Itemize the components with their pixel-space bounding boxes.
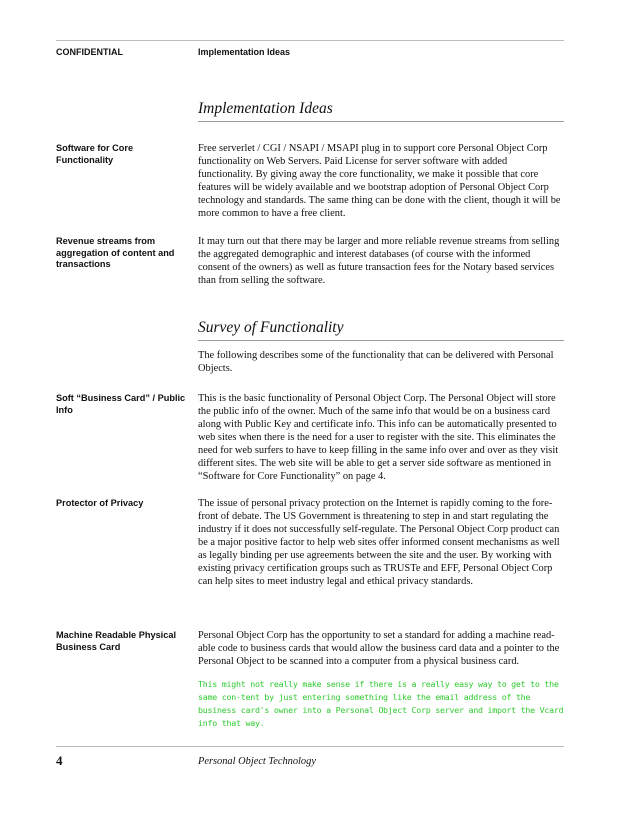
paragraph-revenue: It may turn out that there may be larger and more reliable revenue streams from selling the aggregated demographic and interest databases (of course with the informed consent of the owners) as well as future transaction fees for the Notary based services than from selling the software.: [198, 236, 560, 286]
page-number: 4: [56, 753, 63, 768]
section-title-implementation: Implementation Ideas: [198, 100, 333, 117]
paragraph-business-card: This is the basic functionality of Personal Object Corp. The Personal Object will store the public info of the owner. Much of the same info that would be on a business card along with Public Key and certificate info. This info can be automatically presented to web sites when there is the need for a user to register with the site. This eliminates the need for web surfers to have to keep filling in the same info over and over as they visit different sites. The web site will be able to get a server side software as mentioned in “Software for Core Functionality” on page 4.: [198, 393, 559, 482]
paragraph-software: Free serverlet / CGI / NSAPI / MSAPI plug in to support core Personal Object Corp functionality on Web Servers. Paid License for server software with added functionality. By giving away the core functionality, we make it possible that core features will be widely available and we bootstrap adoption of Personal Object Corp technology and standards. The same thing can be done with the client, though it will be more common to have a free client.: [198, 143, 561, 219]
header-rule: [56, 40, 564, 41]
side-heading-revenue: Revenue streams from aggregation of content and transactions: [56, 236, 175, 269]
section-rule: [198, 340, 564, 341]
footer-book-title: Personal Object Technology: [198, 756, 316, 767]
paragraph-privacy: The issue of personal privacy protection on the Internet is rapidly coming to the fore-front of debate. The US Government is threatening to step in and start regulating the industry if it does not successfully self-regulate. The Personal Object Corp product can be a major positive factor to help web sites offer informed consent mechanisms as well as legally binding per use agreements between the site and the user. By working with existing privacy certification groups such as TRUSTe and EFF, Personal Object Corp can help sites to meet industry legal and ethical privacy standards.: [198, 498, 560, 587]
header-chapter-title: Implementation Ideas: [198, 47, 291, 57]
editorial-note: This might not really make sense if there is a really easy way to get to the same con-tent by just entering something like the email address of the business card's owner into a Personal Object Corp server and import the Vcard info that way.: [198, 679, 564, 728]
paragraph-machine-readable: Personal Object Corp has the opportunity to set a standard for adding a machine read-able code to business cards that would allow the business card data and a pointer to the Personal Object to be scanned into a computer from a physical business card.: [198, 630, 560, 667]
header-confidential: CONFIDENTIAL: [56, 47, 123, 57]
footer-rule: [56, 746, 564, 747]
side-heading-business-card: Soft “Business Card” / Public Info: [56, 393, 186, 415]
paragraph-survey-intro: The following describes some of the functionality that can be delivered with Personal Objects.: [198, 350, 554, 374]
side-heading-privacy: Protector of Privacy: [56, 498, 144, 508]
section-title-survey: Survey of Functionality: [198, 319, 344, 336]
section-rule: [198, 121, 564, 122]
side-heading-software: Software for Core Functionality: [56, 143, 134, 165]
side-heading-machine-readable: Machine Readable Physical Business Card: [56, 630, 176, 652]
